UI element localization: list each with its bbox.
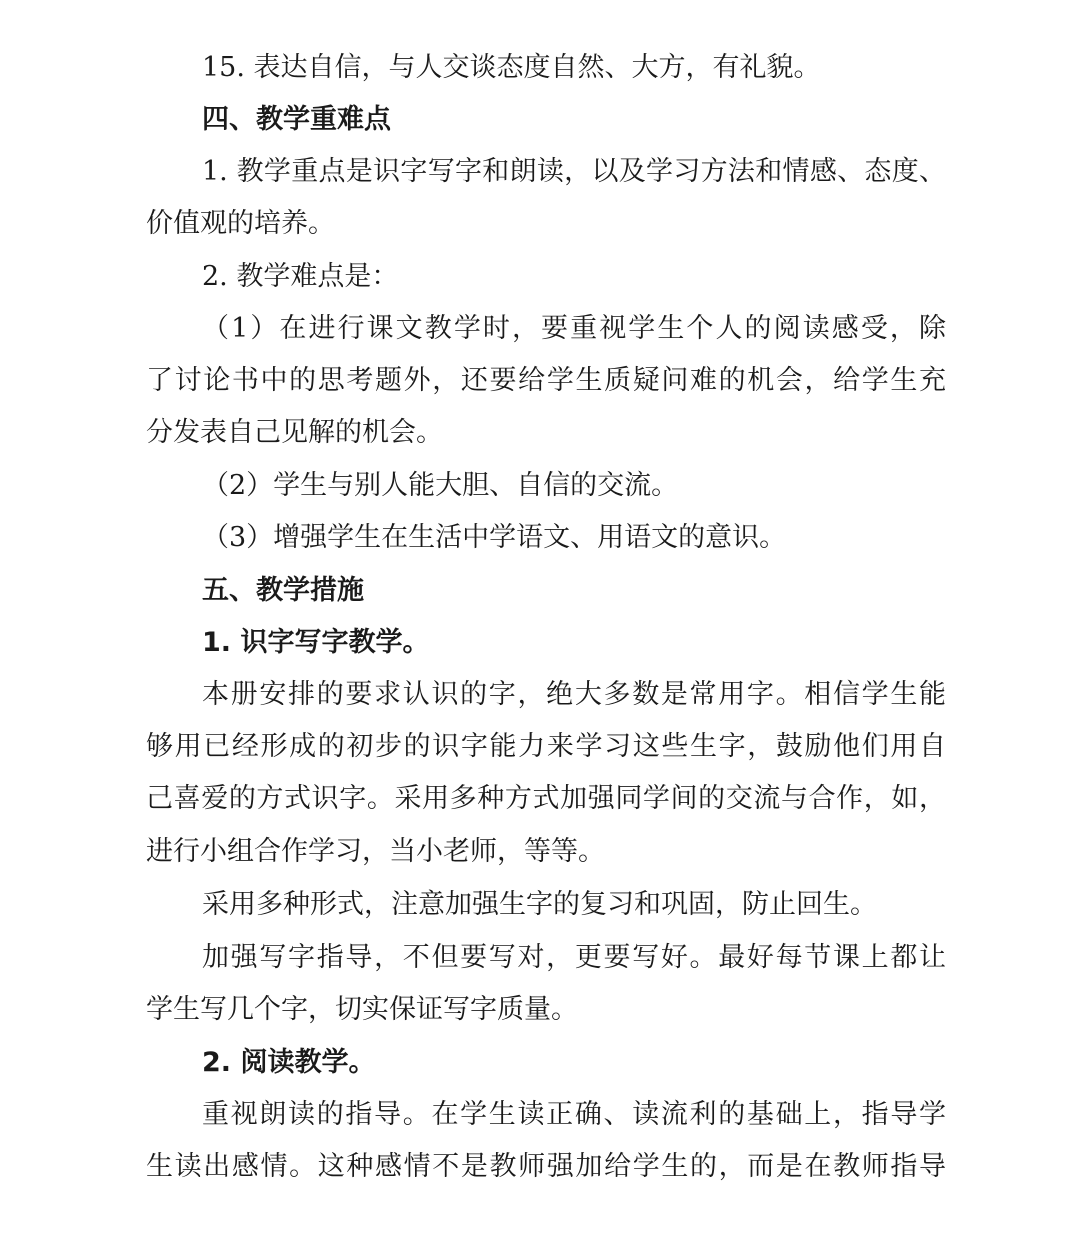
difficult-point-1-line-3: 分发表自己见解的机会。 [146,417,443,448]
literacy-paragraph-line-3: 己喜爱的方式识字。采用多种方式加强同学间的交流与合作，如， [146,783,946,814]
subheading-reading: 2. 阅读教学。 [202,1047,376,1078]
difficult-points-label: 2. 教学难点是： [202,261,399,292]
section-heading-key-difficult-points: 四、教学重难点 [202,104,391,135]
reading-paragraph-line-2: 生读出感情。这种感情不是教师强加给学生的，而是在教师指导 [146,1151,946,1182]
literacy-paragraph-line-4: 进行小组合作学习，当小老师，等等。 [146,836,605,867]
review-paragraph: 采用多种形式，注意加强生字的复习和巩固，防止回生。 [202,889,877,920]
writing-guidance-line-1: 加强写字指导，不但要写对，更要写好。最好每节课上都让 [202,942,946,973]
difficult-point-1-line-1: （1）在进行课文教学时，要重视学生个人的阅读感受，除 [202,313,946,344]
difficult-point-2: （2）学生与别人能大胆、自信的交流。 [202,470,679,501]
key-points-paragraph-line-2: 价值观的培养。 [146,208,335,239]
difficult-point-3: （3）增强学生在生活中学语文、用语文的意识。 [202,522,787,553]
subheading-literacy-writing: 1. 识字写字教学。 [202,627,430,658]
item-15: 15. 表达自信，与人交谈态度自然、大方，有礼貌。 [202,52,821,83]
literacy-paragraph-line-1: 本册安排的要求认识的字，绝大多数是常用字。相信学生能 [202,679,946,710]
literacy-paragraph-line-2: 够用已经形成的初步的识字能力来学习这些生字，鼓励他们用自 [146,731,946,762]
writing-guidance-line-2: 学生写几个字，切实保证写字质量。 [146,994,578,1025]
reading-paragraph-line-1: 重视朗读的指导。在学生读正确、读流利的基础上，指导学 [202,1099,946,1130]
difficult-point-1-line-2: 了讨论书中的思考题外，还要给学生质疑问难的机会，给学生充 [146,365,946,396]
key-points-paragraph-line-1: 1. 教学重点是识字写字和朗读，以及学习方法和情感、态度、 [202,156,946,187]
section-heading-teaching-measures: 五、教学措施 [202,575,364,606]
